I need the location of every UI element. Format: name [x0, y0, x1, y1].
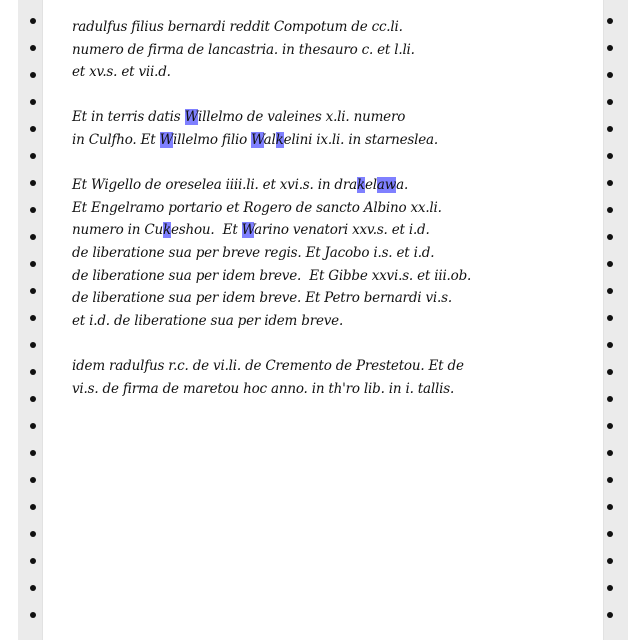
text-segment: illelmo filio [173, 131, 252, 148]
text-line [72, 61, 592, 84]
text-segment: el [364, 177, 377, 194]
feed-hole-right [607, 585, 613, 591]
paragraph-gap [72, 84, 592, 107]
feed-hole-right [607, 180, 613, 186]
highlighted-segment: W [159, 131, 174, 148]
feed-hole-right [607, 261, 613, 267]
feed-hole-right [607, 207, 613, 213]
text-segment: numero de firma de lancastria. in thesauro c. et l.li. [72, 41, 415, 58]
feed-hole-right [607, 99, 613, 105]
feed-hole-left [30, 477, 36, 483]
feed-hole-right [607, 477, 613, 483]
feed-hole-right [607, 288, 613, 294]
feed-hole-right [607, 612, 613, 618]
text-line [72, 16, 592, 39]
feed-hole-left [30, 45, 36, 51]
feed-hole-left [30, 207, 36, 213]
paragraph-gap [72, 332, 592, 355]
highlighted-segment: W [184, 109, 199, 126]
feed-hole-left [30, 342, 36, 348]
tractor-feed-strip-right [603, 0, 628, 640]
text-line [72, 355, 592, 378]
text-line [72, 265, 592, 288]
feed-hole-right [607, 450, 613, 456]
feed-hole-left [30, 450, 36, 456]
feed-hole-left [30, 18, 36, 24]
text-line [72, 129, 592, 152]
feed-hole-left [30, 126, 36, 132]
feed-hole-left [30, 261, 36, 267]
text-segment: radulfus filius bernardi reddit Compotum de cc.li. [72, 19, 403, 35]
highlighted-segment: W [251, 131, 264, 148]
text-line [72, 39, 592, 62]
text-segment: de liberatione sua per idem breve. Et Gibbe xxvi.s. et iii.ob. [72, 267, 472, 284]
feed-hole-right [607, 234, 613, 240]
highlighted-segment: k [356, 177, 365, 194]
feed-hole-left [30, 288, 36, 294]
highlighted-segment: W [241, 222, 255, 239]
text-segment: arino venatori xxv.s. et i.d. [254, 222, 430, 239]
text-segment: in Culfho. Et [72, 131, 160, 148]
text-line [72, 106, 592, 129]
feed-hole-left [30, 369, 36, 375]
paragraph-gap [72, 152, 592, 175]
feed-hole-left [30, 315, 36, 321]
text-line [72, 174, 592, 197]
text-segment: Et Wigello de oreselea iiii.li. et xvi.s. in dra [72, 177, 357, 194]
text-segment: numero in Cu [72, 222, 163, 239]
feed-hole-left [30, 558, 36, 564]
text-segment: Et Engelramo portario et Rogero de sancto Albino xx.li. [72, 199, 442, 216]
text-line [72, 242, 592, 265]
feed-hole-left [30, 423, 36, 429]
text-line [72, 197, 592, 220]
feed-hole-right [607, 558, 613, 564]
manuscript-text [72, 16, 592, 400]
feed-hole-left [30, 180, 36, 186]
text-line [72, 219, 592, 242]
feed-hole-right [607, 504, 613, 510]
feed-hole-right [607, 531, 613, 537]
feed-hole-right [607, 396, 613, 402]
text-segment: idem radulfus r.c. de vi.li. de Cremento de Prestetou. Et de [72, 357, 464, 374]
feed-hole-right [607, 315, 613, 321]
feed-hole-left [30, 504, 36, 510]
feed-hole-right [607, 126, 613, 132]
text-segment: vi.s. de firma de maretou hoc anno. in th'ro lib. in i. tallis. [72, 380, 455, 397]
text-segment: de liberatione sua per breve regis. Et Jacobo i.s. et i.d. [72, 244, 435, 261]
feed-hole-right [607, 423, 613, 429]
text-segment: Et in terris datis [72, 109, 185, 126]
feed-hole-right [607, 18, 613, 24]
feed-hole-right [607, 153, 613, 159]
text-segment: illelmo de valeines x.li. numero [198, 109, 406, 126]
feed-hole-left [30, 153, 36, 159]
text-segment: de liberatione sua per idem breve. Et Petro bernardi vi.s. [72, 290, 452, 307]
text-segment: elini ix.li. in starneslea. [283, 131, 438, 148]
text-line [72, 287, 592, 310]
highlighted-segment: k [275, 131, 284, 148]
text-segment: et i.d. de liberatione sua per idem breve. [72, 312, 344, 329]
feed-hole-right [607, 45, 613, 51]
feed-hole-left [30, 99, 36, 105]
feed-hole-left [30, 531, 36, 537]
feed-hole-left [30, 234, 36, 240]
feed-hole-left [30, 396, 36, 402]
feed-hole-right [607, 72, 613, 78]
text-line [72, 378, 592, 401]
highlighted-segment: aw [376, 177, 397, 194]
text-segment: al [263, 131, 276, 148]
feed-hole-left [30, 612, 36, 618]
text-segment: eshou. Et [170, 222, 242, 239]
text-segment: a. [396, 177, 409, 194]
text-segment: et xv.s. et vii.d. [72, 64, 171, 81]
feed-hole-right [607, 342, 613, 348]
highlighted-segment: k [162, 222, 171, 239]
text-line [72, 310, 592, 333]
feed-hole-left [30, 72, 36, 78]
feed-hole-right [607, 369, 613, 375]
feed-hole-left [30, 585, 36, 591]
